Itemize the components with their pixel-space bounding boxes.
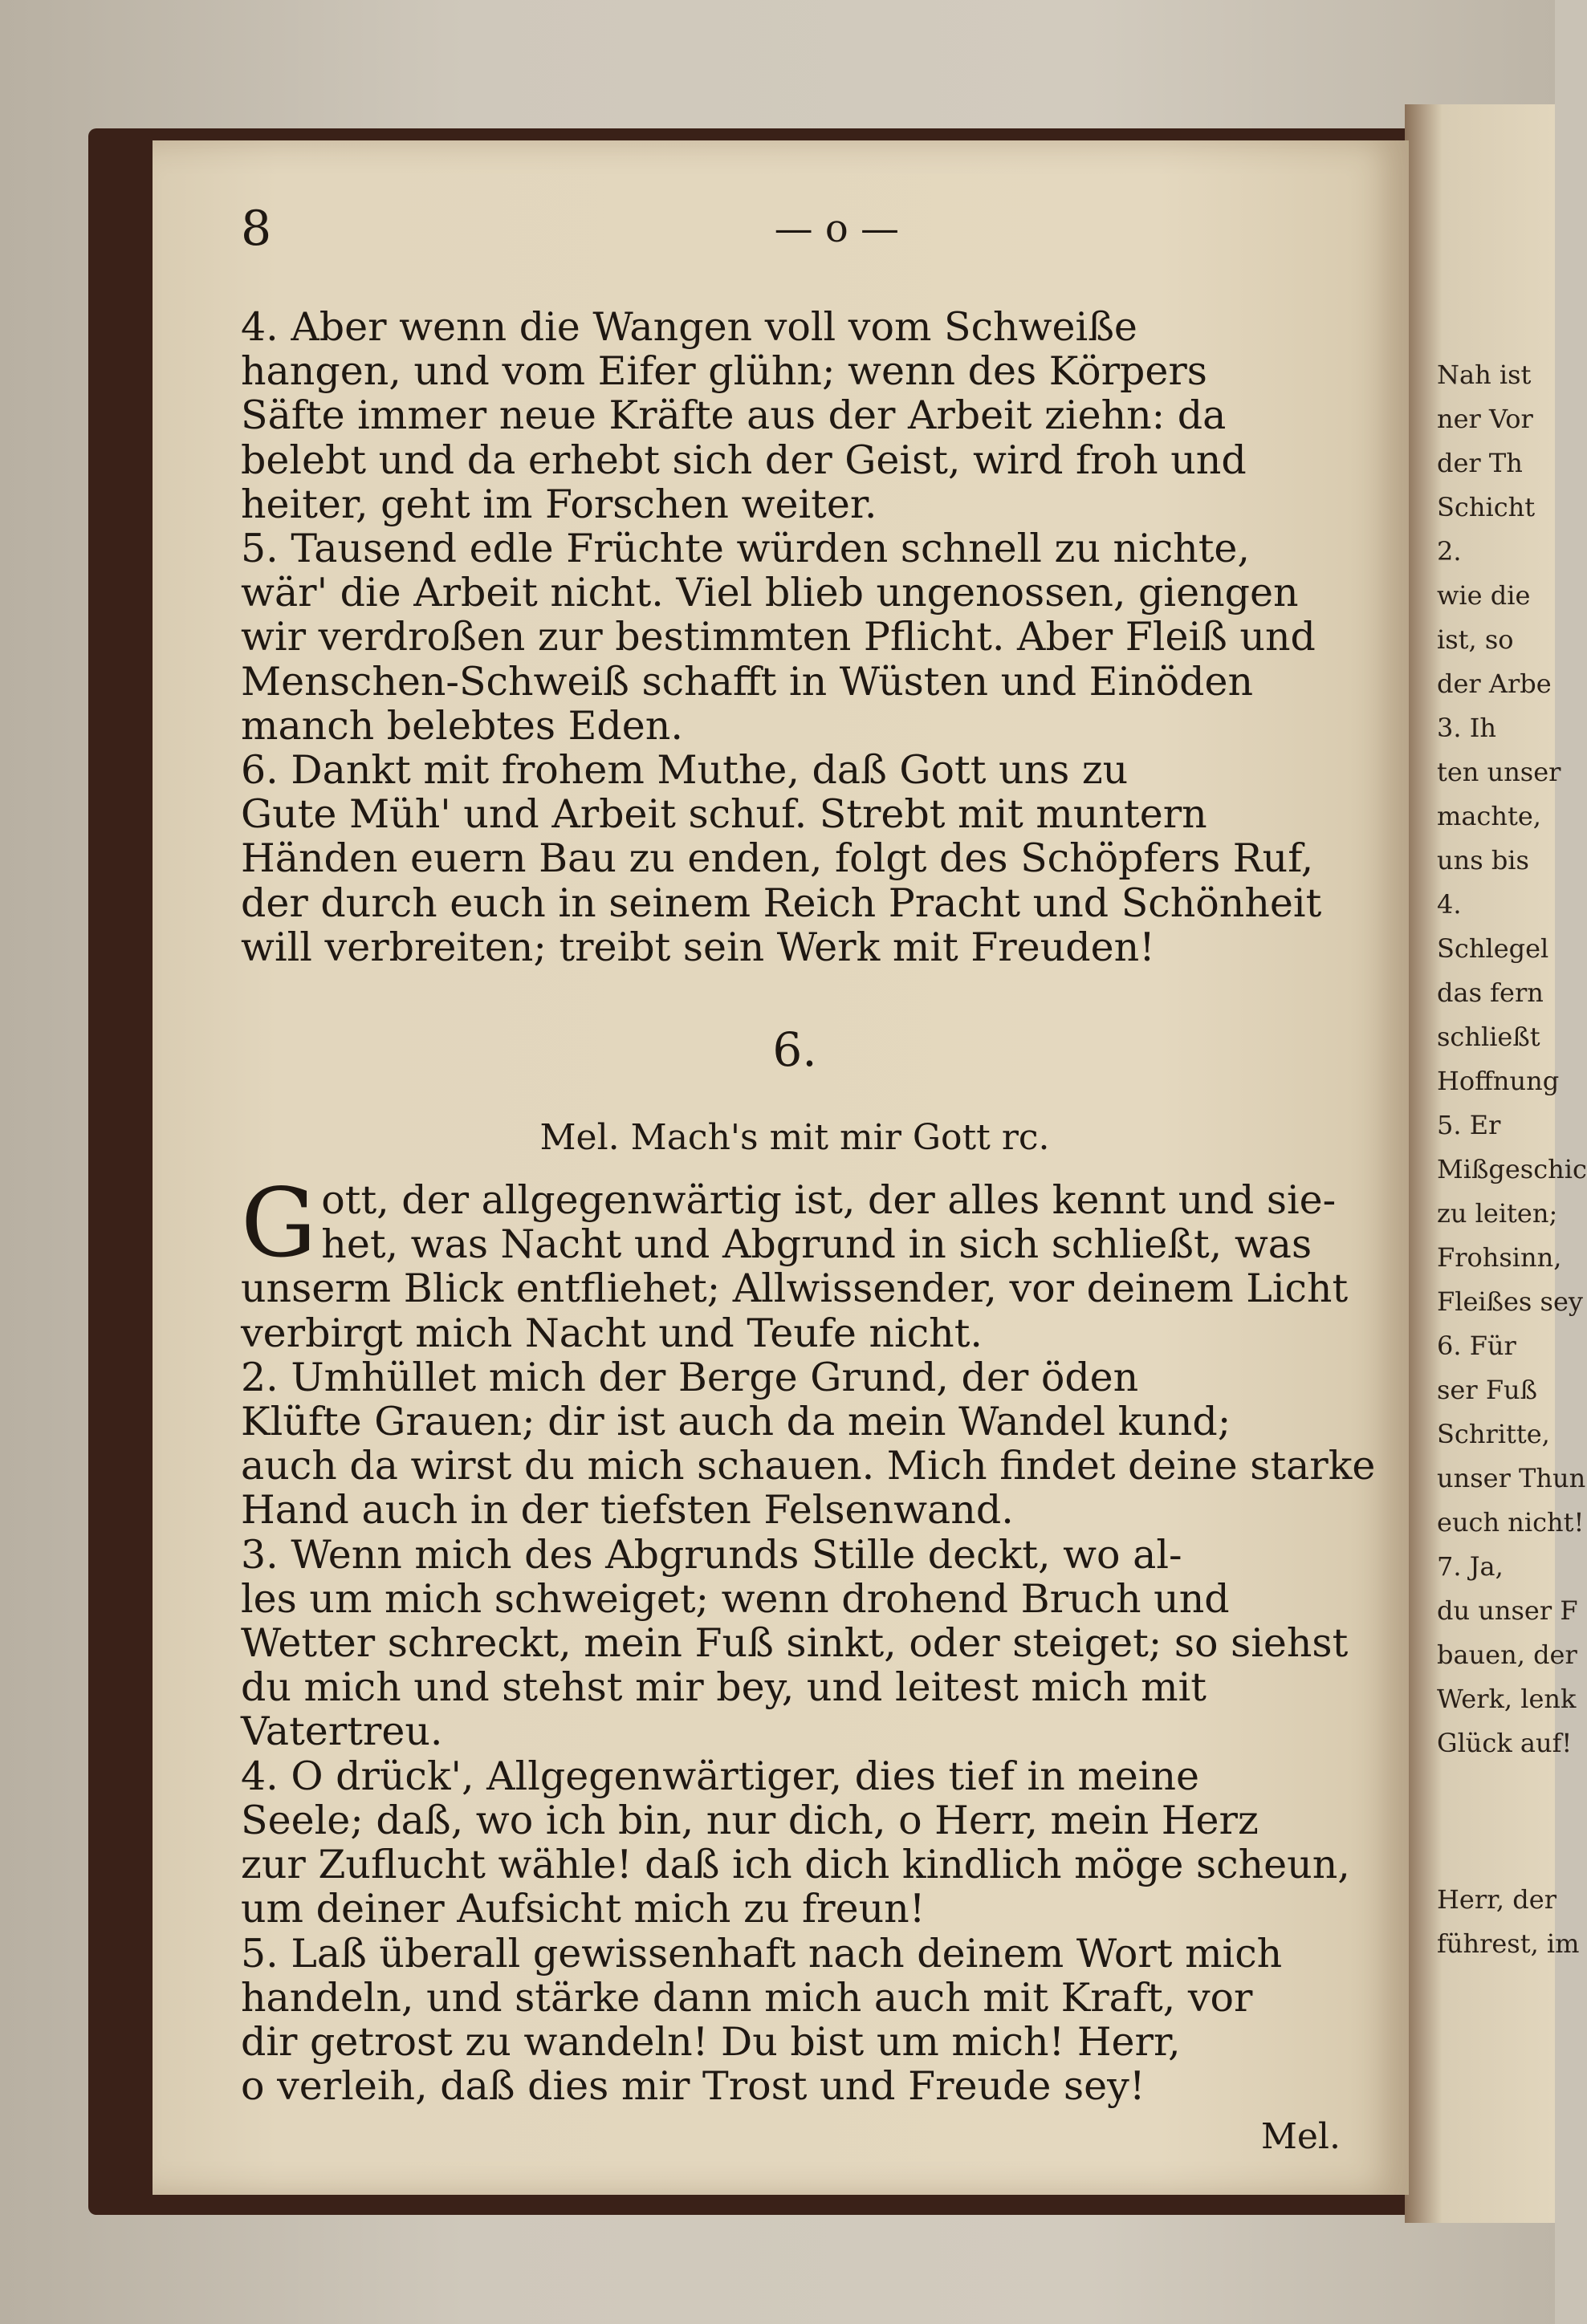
fragment-line: ist, so — [1437, 624, 1514, 655]
fragment-line: Schritte, — [1437, 1419, 1550, 1449]
fragment-line: der Th — [1437, 448, 1523, 478]
text-line: 2. Umhüllet mich der Berge Grund, der öden — [241, 1354, 1139, 1400]
fragment-line: 6. Für — [1437, 1331, 1516, 1361]
fragment-line: das fern — [1437, 977, 1544, 1008]
fragment-line: bauen, der — [1437, 1639, 1577, 1670]
fragment-line: Glück auf! — [1437, 1728, 1573, 1758]
text-line: Wetter schreckt, mein Fuß sinkt, oder steiget; so siehst — [241, 1620, 1349, 1667]
text-line: will verbreiten; treibt sein Werk mit Freuden! — [241, 924, 1155, 970]
fragment-line: machte, — [1437, 801, 1541, 831]
fragment-line: Herr, der — [1437, 1884, 1556, 1915]
text-line: wär' die Arbeit nicht. Viel blieb ungenossen, giengen — [241, 570, 1299, 616]
text-line: 4. O drück', Allgegenwärtiger, dies tief in meine — [241, 1753, 1200, 1799]
text-line: der durch euch in seinem Reich Pracht und Schönheit — [241, 880, 1322, 926]
fragment-line: der Arbe — [1437, 668, 1552, 699]
fragment-line: unser Thun — [1437, 1463, 1586, 1493]
catchword: Mel. — [1260, 2116, 1341, 2158]
fragment-line: Frohsinn, — [1437, 1242, 1562, 1273]
fragment-line: 2. — [1437, 536, 1462, 567]
text-line: heiter, geht im Forschen weiter. — [241, 481, 877, 527]
fragment-line: Werk, lenk — [1437, 1684, 1577, 1714]
page-header — [241, 201, 899, 257]
text-line: 6. Dankt mit frohem Muthe, daß Gott uns zu — [241, 747, 1129, 794]
text-line: 5. Tausend edle Früchte würden schnell zu nichte, — [241, 526, 1250, 572]
text-line: verbirgt mich Nacht und Teufe nicht. — [241, 1310, 983, 1356]
fragment-line: wie die — [1437, 580, 1531, 611]
text-line: hangen, und vom Eifer glühn; wenn des Körpers — [241, 348, 1207, 395]
fragment-line: euch nicht! — [1437, 1507, 1585, 1538]
fragment-line: ner Vor — [1437, 404, 1533, 434]
text-line: auch da wirst du mich schauen. Mich findet deine starke — [241, 1443, 1376, 1489]
text-line: Klüfte Grauen; dir ist auch da mein Wandel kund; — [241, 1399, 1231, 1445]
fragment-line: Hoffnung — [1437, 1066, 1560, 1096]
text-line: Händen euern Bau zu enden, folgt des Schöpfers Ruf, — [241, 835, 1314, 882]
text-line: Gute Müh' und Arbeit schuf. Strebt mit muntern — [241, 791, 1207, 838]
fragment-line: Schlegel — [1437, 933, 1549, 964]
fragment-line: 4. — [1437, 889, 1462, 920]
text-line: Seele; daß, wo ich bin, nur dich, o Herr, mein Herz — [241, 1797, 1259, 1843]
text-line: les um mich schweiget; wenn drohend Bruch und — [241, 1575, 1230, 1622]
text-line: Hand auch in der tiefsten Felsenwand. — [241, 1487, 1014, 1534]
text-line: wir verdroßen zur bestimmten Pflicht. Aber Fleiß und — [241, 614, 1316, 660]
facing-page-fragments — [1437, 353, 1587, 1966]
text-line: 5. Laß überall gewissenhaft nach deinem Wort mich — [241, 1930, 1283, 1977]
text-line: ott, der allgegenwärtig ist, der alles kennt und sie- — [321, 1177, 1337, 1224]
text-line: Menschen-Schweiß schafft in Wüsten und Einöden — [241, 658, 1254, 705]
fragment-line: Fleißes sey — [1437, 1286, 1583, 1317]
fragment-line: du unser F — [1437, 1595, 1578, 1626]
text-line: handeln, und stärke dann mich auch mit Kraft, vor — [241, 1974, 1253, 2021]
page-number: 8 — [241, 201, 272, 257]
fragment-line: 5. Er — [1437, 1110, 1501, 1140]
text-line: 4. Aber wenn die Wangen voll vom Schweiße — [241, 304, 1137, 350]
text-line: Säfte immer neue Kräfte aus der Arbeit ziehn: da — [241, 392, 1227, 439]
header-ornament: — o — — [774, 206, 899, 251]
fragment-line: 7. Ja, — [1437, 1551, 1504, 1582]
text-line: manch belebtes Eden. — [241, 702, 683, 749]
text-line: belebt und da erhebt sich der Geist, wird froh und — [241, 437, 1247, 483]
text-line: o verleih, daß dies mir Trost und Freude sey! — [241, 2063, 1145, 2110]
text-line: um deiner Aufsicht mich zu freun! — [241, 1886, 926, 1932]
text-line: unserm Blick entfliehet; Allwissender, vor deinem Licht — [241, 1266, 1349, 1312]
text-line: Vatertreu. — [241, 1708, 443, 1755]
fragment-line: Mißgeschic — [1437, 1154, 1587, 1184]
fragment-line: ser Fuß — [1437, 1375, 1538, 1405]
text-line: du mich und stehst mir bey, und leitest mich mit — [241, 1664, 1207, 1711]
text-line: het, was Nacht und Abgrund in sich schließt, was — [321, 1221, 1312, 1268]
fragment-line: führest, im — [1437, 1928, 1580, 1959]
fragment-line: uns bis — [1437, 845, 1529, 876]
drop-cap: G — [241, 1168, 317, 1279]
hymn-6 — [241, 1168, 1376, 2110]
fragment-line: zu leiten; — [1437, 1198, 1558, 1229]
text-line: 3. Wenn mich des Abgrunds Stille deckt, wo al- — [241, 1531, 1182, 1578]
hymn-number: 6. — [772, 1022, 817, 1078]
text-line: zur Zuflucht wähle! daß ich dich kindlich möge scheun, — [241, 1842, 1350, 1888]
text-line: dir getrost zu wandeln! Du bist um mich! Herr, — [241, 2018, 1181, 2065]
fragment-line: Nah ist — [1437, 360, 1532, 390]
page-text — [241, 201, 1376, 2158]
fragment-line: 3. Ih — [1437, 713, 1496, 743]
fragment-line: ten unser — [1437, 757, 1561, 787]
melody-line: Mel. Mach's mit mir Gott rc. — [539, 1117, 1050, 1159]
fragment-line: Schicht — [1437, 492, 1536, 522]
hymn-5-continuation — [241, 305, 1349, 969]
fragment-line: schließt — [1437, 1022, 1540, 1052]
